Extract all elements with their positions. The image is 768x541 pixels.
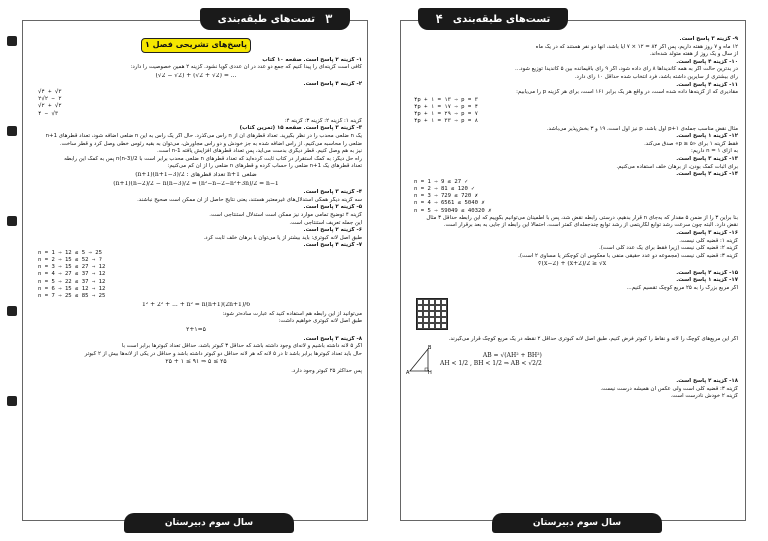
- left-footer-tab: سال سوم دبیرستان: [124, 513, 294, 533]
- answer-line: طبق اصل لانه کبوتری خواهیم داشت:: [278, 318, 362, 325]
- right-page-number: ۴: [435, 12, 443, 26]
- answer-line: مثال نقض مناسب جمله‌ی p+۱ اول باشد، p نیز اول است، ۱۹ و ۳ بخش‌پذیر می‌باشد.: [546, 125, 738, 132]
- answer-line: رأی بیشتری از سایرین داشته باشد، فرد انتخاب شده حداقل ۱۰ رأی دارد.: [574, 73, 738, 80]
- right-page: [392, 6, 764, 535]
- answer-line: گزینه ۲ خودش نادرست است.: [670, 393, 738, 400]
- final-formula: ۲۵ + ۱ ≤ ۹۱ ⇒ ۵ ≤ ۲۵: [165, 359, 227, 366]
- right-triangle-diagram: [406, 345, 432, 375]
- answer-line: ۱۲ ماه و ۷ روز هفته داریم، پس اگر ۸۴ = ۱۲ × ۷ آیا باشد، آنها دو نفر هستند که در یک ماه: [535, 43, 738, 50]
- answer-line: به ازای n = ۱ داریم:: [690, 148, 738, 155]
- p-row: ۴p + ۱ = ۱۳ ⇒ p = ۳: [414, 96, 478, 103]
- triangle-figure: [406, 345, 738, 375]
- triangle-chain: AH < 1/2 , BH < 1/2 ⇒ AB < √2/2: [440, 360, 542, 368]
- answer-line: ۴- گزینه ۳ پاسخ است.: [303, 189, 362, 196]
- n-check-list: [406, 179, 738, 215]
- answer-line: مقادیری که از گزینه‌ها داده شده است، در واقع هر یک برابر ۱۶۱ است، برای هر گزینه p را می‌یابیم:: [516, 89, 738, 96]
- left-page-number: ۳: [325, 12, 333, 26]
- answer-line: ضلعی را محاسبه می‌کنیم. از رأس اضافه شده به جز خودش و دو رأس مجاورش، می‌توان به بقیه رئوس خطی وصل کرد و قطر ساخت.: [59, 140, 362, 147]
- inequality-formula: ∜(x−2) + (x+2)/2 ≥ √x: [537, 261, 607, 268]
- right-header-title: تست‌های طبقه‌بندی: [452, 13, 551, 25]
- right-header-tab: [418, 8, 568, 30]
- answer-line: یک n ضلعی محدب را در نظر بگیرید. تعداد قطرهای آن از n رأس می‌گذرد. حال اگر یک رأس به این n ضلعی اضافه شود، تعداد قطرهای n+1: [45, 132, 362, 139]
- n-check-row: n = 1 ⇒ 9 ≤ 27 ✓: [414, 178, 468, 185]
- sum-formula: 1² + 2² + ... + n² = n(n+1)(2n+1)/6: [141, 302, 251, 309]
- n-check-row: n = 5 ⇒ 59049 ≤ 40320 ✗: [414, 207, 492, 214]
- left-page: [4, 6, 376, 535]
- answer-line: گزینه ۳: قضیه کلی است ولی عکس آن همیشه درست نیست.: [600, 385, 738, 392]
- answer-line: ۱۶- گزینه ۳ پاسخ است.: [676, 229, 738, 236]
- p-row: ۴p + ۱ = ۱۷ ⇒ p = ۴: [414, 103, 478, 110]
- n-check-row: n = 3 ⇒ 729 ≤ 720 ✗: [414, 193, 478, 200]
- answer-line: ۷- گزینه ۴ پاسخ است.: [303, 242, 362, 249]
- answer-line: ۱۲- گزینه ۱ پاسخ است.: [676, 133, 738, 140]
- answer-line: بنا براین ۳ را از ضمن ۵ مقدار که به‌جای n قرار بدهیم، درستی رابطه نقض شد، پس با اطمینان می‌توانیم بگوییم که این رابطه حداقل ۳ مثال: [426, 214, 738, 221]
- p-row: ۴p + ۱ = ۲۹ ⇒ p = ۷: [414, 111, 478, 118]
- answer-line: ۱۵- گزینه ۲ پاسخ است.: [676, 269, 738, 276]
- pigeon-list: [30, 250, 362, 300]
- answer-line: راه حل دیگر: به کمک استقرار در کتاب ثابت کرده‌اید که تعداد قطرهای n ضلعی محدب برابر است با n(n-3)/2 پس به کمک این رابطه: [64, 155, 362, 162]
- left-content: [30, 36, 362, 505]
- answer-line: پس حداکثر ۲۵ کبوتر وجود دارد.: [291, 368, 362, 375]
- vertex-label: H: [428, 370, 432, 376]
- triangle-formula: AB = √(AH² + BH²): [482, 352, 542, 360]
- answer-line: اگر این مربع‌های کوچک را لانه و نقاط را کبوتر فرض کنیم، طبق اصل لانه کبوتری حداقل ۲ نقطه در یک مربع کوچک قرار می‌گیرند.: [448, 335, 738, 342]
- grid-diagram: [416, 298, 448, 330]
- option-formula: ۲√۲ − ۲: [38, 96, 62, 103]
- answer-line: این جمله تعریف استنتاجی است.: [289, 219, 362, 226]
- section-title: پاسخ‌های تشریحی فصل ۱: [141, 38, 251, 53]
- n-check-row: n = 4 ⇒ 6561 ≤ 5040 ✗: [414, 200, 485, 207]
- square-grid-figure: [406, 295, 738, 333]
- answer-line: ۱۷- گزینه ۱ پاسخ است.: [676, 277, 738, 284]
- answer-line: ۹- گزینه ۳ پاسخ است.: [679, 36, 738, 42]
- answer-line: ۱۸- گزینه ۲ پاسخ است.: [676, 378, 738, 385]
- answer-line: اگر مربع بزرگ را به ۲۵ مربع کوچک تقسیم کنیم...: [626, 285, 738, 292]
- answer-line: ۱- گزینه ۲ پاسخ است. صفحه ۱۰ کتاب: [262, 56, 362, 63]
- answer-line: گزینه ۲: قضیه کلی نیست (زیرا فقط برای یک عدد کلی است).: [598, 245, 738, 252]
- answer-line: ۱۳- گزینه ۳ پاسخ است.: [676, 155, 738, 162]
- answer-line: ۳- گزینه ۳ پاسخ است. صفحه ۱۵ (تمرین کتاب): [239, 125, 362, 132]
- answer-line: ۶- گزینه ۲ پاسخ است.: [303, 227, 362, 234]
- answer-line: ۱۰- گزینه ۴ پاسخ است.: [676, 58, 738, 65]
- formula: (√2 − √2) + (√2 + √2) = ...: [155, 72, 237, 79]
- fraction-note: ۲+۱=۵: [186, 327, 206, 334]
- option-formula: √۲ + √۲: [38, 103, 62, 110]
- answer-line: ۱۴- گزینه ۲ پاسخ است.: [676, 171, 738, 178]
- p-row: ۴p + ۱ = ۳۳ ⇒ p = ۸: [414, 118, 478, 125]
- answer-line: گزینه ۳: قضیه کلی نیست (مجموعه دو عدد حقیقی منفی با معکوس آن کوچکتر یا مساوی ۲ است).: [518, 252, 738, 259]
- left-header-tab: [200, 8, 350, 30]
- right-content: [406, 36, 738, 505]
- answer-line: نقض دارد. البته چون سرعت رشد توابع لگاریتمی از رشد توابع چندجمله‌ای کمتر است، احتمالاً این رابطه از جایی به بعد برقرار است.: [443, 222, 738, 229]
- formula: (n+1)(n−2)/2 − n(n−3)/2 = (n²−n−2−n²+3n)/2 = n−1: [113, 180, 279, 187]
- options-formulas: [30, 89, 362, 118]
- answer-line: ۱۱- گزینه ۴ پاسخ است.: [676, 81, 738, 88]
- answer-line: برای اثبات کمک بودن، از برهان خلف استفاده می‌کنیم.: [616, 163, 738, 170]
- left-header-title: تست‌های طبقه‌بندی: [217, 13, 316, 25]
- answer-line: گزینه ۱: قضیه کلی نیست.: [679, 237, 738, 244]
- left-edge-markers: [6, 36, 18, 505]
- n-check-row: n = 2 ⇒ 81 ≤ 120 ✓: [414, 185, 475, 192]
- p-list: [406, 97, 738, 126]
- answer-line: حال باید تعداد کبوترها برابر باشد تا در ۵ لانه که هر لانه حداقل دو کبوتر داشته باشد و حداقل در یکی از لانه‌ها بیش از ۲ کبوتر: [84, 350, 362, 357]
- pigeon-row: n = 7 ⇒ 25 ≤ 85 ⇒ 25: [38, 293, 106, 300]
- answer-line: کافی است گزینه‌ای را پیدا کنیم که جمع دو عدد در آن عددی گویا نشود. گزینه ۲ همین خصوصیت را دارد:: [130, 64, 362, 71]
- answer-line: از سال و یک روز از هفته متولد شده‌اند.: [649, 51, 738, 58]
- answer-line: ۲- گزینه ۴ پاسخ است.: [303, 81, 362, 88]
- answer-line: می‌توانید از این رابطه هم استفاده کنید که عبارت ساده‌تر شود:: [222, 310, 362, 317]
- answer-line: فقط گزینه ۱ برای «p ≥ ۵» صدق می‌کند.: [644, 140, 738, 147]
- right-footer-tab: سال سوم دبیرستان: [492, 513, 662, 533]
- pigeon-row: n = 3 ⇒ 15 ≤ 27 ⇒ 12: [38, 264, 106, 271]
- pigeon-row: n = 6 ⇒ 15 ≤ 12 ⇒ 12: [38, 285, 106, 292]
- option-formula: √۴ + √۳: [38, 88, 62, 95]
- option-formula: ۴ − √۳: [38, 110, 59, 117]
- answer-line: طبق اصل لانه کبوتری: باید بیشتر از یا می‌توان با برهان خلف ثابت کرد.: [203, 234, 362, 241]
- vertex-label: A: [406, 370, 410, 376]
- pigeon-row: n = 1 ⇒ 12 ≤ 5 ⇒ 25: [38, 249, 102, 256]
- answer-line: گزینه ۴ توضیح تمامی موارد نیز ممکن است استدلال استنتاجی است.: [209, 211, 362, 218]
- answer-line: نیز به هم وصل کنیم. قطر دیگری بدست می‌آید، پس تعداد قطرهای افزایش یافته n-1 است.: [156, 148, 362, 155]
- answer-line: ۵- گزینه ۲ پاسخ است.: [303, 204, 362, 211]
- vertex-label: B: [428, 345, 432, 352]
- pigeon-row: n = 2 ⇒ 15 ≤ 52 ⇒ ?: [38, 257, 102, 264]
- answer-line: گزینه ۱: گزینه ۲: گزینه ۳: گزینه ۴:: [284, 117, 362, 124]
- answer-line: در بدترین حالت اگر به همه کاندیداها ۸ رأی داده شود، اگر ۹ رأی باقیمانده بین ۵ کاندیدا توزیع شود...: [515, 66, 738, 73]
- answer-line: ۸- گزینه ۳ پاسخ است.: [303, 335, 362, 342]
- answer-line: تعداد قطرهای یک n+1 ضلعی را حساب کرده و قطرهای n ضلعی را از آن کم می‌کنیم:: [167, 163, 362, 170]
- pigeon-row: n = 5 ⇒ 22 ≤ 37 ⇒ 12: [38, 278, 106, 285]
- pigeon-row: n = 4 ⇒ 27 ≤ 37 ⇒ 12: [38, 271, 106, 278]
- answer-line: اگر ۵ لانه داشته باشیم و لانه‌ای وجود داشته باشد که حداقل ۳ کبوتر باشد، حداقل تعداد کبوترها برابر است با: [121, 343, 362, 350]
- answer-line: سه گزینه دیگر همگی استدلال‌های غیرمعتبر هستند، یعنی نتایج حاصل از آن ممکن است صحیح نباشند.: [137, 196, 362, 203]
- formula: (n+1)(n+1−3)/2 : تعداد قطرهای n+1 ضلعی: [135, 171, 257, 178]
